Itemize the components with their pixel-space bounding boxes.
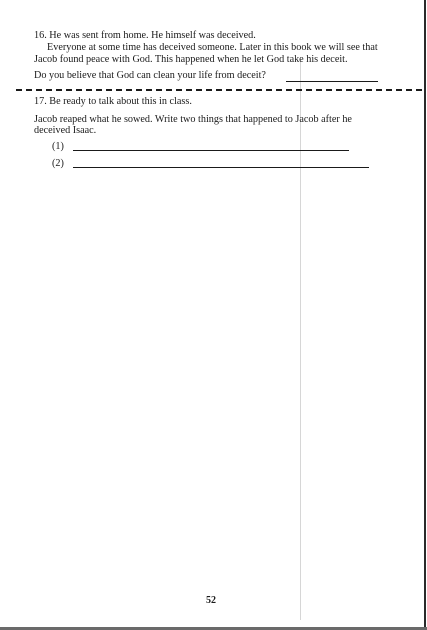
answer-2-label: (2) xyxy=(52,158,64,169)
question-17-paragraph-line-1: Jacob reaped what he sowed. Write two things that happened to Jacob after he xyxy=(34,114,352,125)
page-edge-right xyxy=(424,0,426,630)
question-16-prompt: Do you believe that God can clean your life from deceit? xyxy=(34,70,266,81)
answer-1-field[interactable] xyxy=(73,150,349,151)
question-16-answer-field[interactable] xyxy=(286,81,378,82)
section-divider xyxy=(16,89,422,91)
question-17-text: 17. Be ready to talk about this in class. xyxy=(34,96,192,107)
page-number: 52 xyxy=(206,595,216,606)
question-16-text: 16. He was sent from home. He himself was deceived. xyxy=(34,30,256,41)
page-fold-line xyxy=(300,60,301,620)
question-16-paragraph-line-1: Everyone at some time has deceived someone. Later in this book we will see that xyxy=(47,42,378,53)
answer-2-field[interactable] xyxy=(73,167,369,168)
question-17-paragraph-line-2: deceived Isaac. xyxy=(34,125,97,136)
answer-1-label: (1) xyxy=(52,141,64,152)
question-16-paragraph-line-2: Jacob found peace with God. This happened when he let God take his deceit. xyxy=(34,54,348,65)
